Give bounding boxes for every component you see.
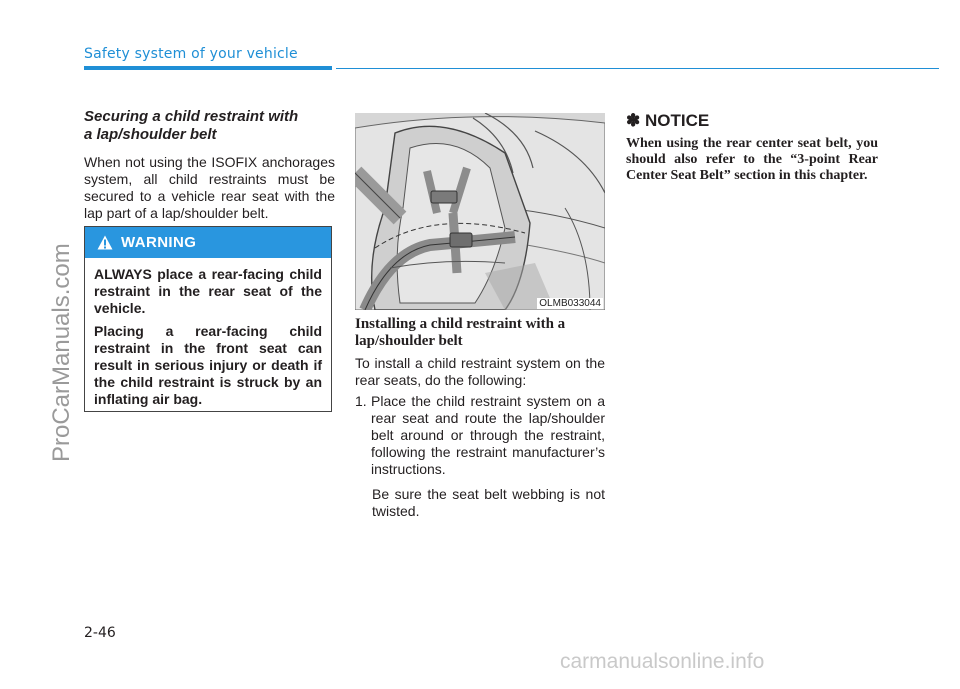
- bottom-watermark: carmanualsonline.info: [560, 650, 765, 673]
- header-rule-thick: [84, 66, 332, 70]
- side-watermark: ProCarManuals.com: [48, 243, 75, 462]
- section-header-title: Safety system of your vehicle: [84, 46, 298, 62]
- install-step-1: [355, 393, 605, 478]
- notice-text: When using the rear center seat belt, you should also refer to the “3-point Rear Center Seat Belt” section in this chapter.: [626, 136, 878, 183]
- section-title-line1: Securing a child restraint with: [84, 108, 299, 125]
- installing-title: [355, 316, 605, 350]
- warning-heading: WARNING: [121, 234, 197, 251]
- notice-heading: ✽ NOTICE: [626, 111, 710, 130]
- step-number: 1.: [355, 393, 367, 409]
- warning-paragraph-1: ALWAYS place a rear-facing child restraint in the rear seat of the vehicle.: [94, 266, 322, 316]
- warning-paragraph-2: Placing a rear-facing child restraint in the front seat can result in serious injury or death if the child restraint is struck by an inflating air bag.: [94, 323, 322, 407]
- installing-title-line2: lap/shoulder belt: [355, 333, 463, 349]
- warning-box: [84, 226, 332, 412]
- section-title: [84, 108, 335, 144]
- child-restraint-illustration: [355, 113, 605, 310]
- step-note: Be sure the seat belt webbing is not twisted.: [372, 486, 605, 519]
- warning-triangle-icon: [97, 235, 113, 250]
- section-title-line2: a lap/shoulder belt: [84, 126, 217, 143]
- seat-illustration: [355, 113, 605, 310]
- installing-title-line1: Installing a child restraint with a: [355, 316, 566, 332]
- warning-header: [85, 227, 331, 258]
- figure-code: OLMB033044: [539, 298, 601, 309]
- left-column: [84, 108, 335, 222]
- middle-column: [355, 316, 605, 520]
- step-text: Place the child restraint system on a rear seat and route the lap/shoulder belt around or through the restraint, following the restraint manufacturer’s instructions.: [371, 393, 605, 477]
- right-column: [626, 111, 878, 184]
- header-rule-thin: [336, 68, 939, 69]
- warning-body: [85, 258, 331, 408]
- isofix-paragraph: When not using the ISOFIX anchorages system, all child restraints must be secured to a vehicle rear seat with the lap part of a lap/shoulder belt.: [84, 154, 335, 221]
- page-number: 2-46: [84, 625, 116, 641]
- install-intro: To install a child restraint system on the rear seats, do the following:: [355, 355, 605, 388]
